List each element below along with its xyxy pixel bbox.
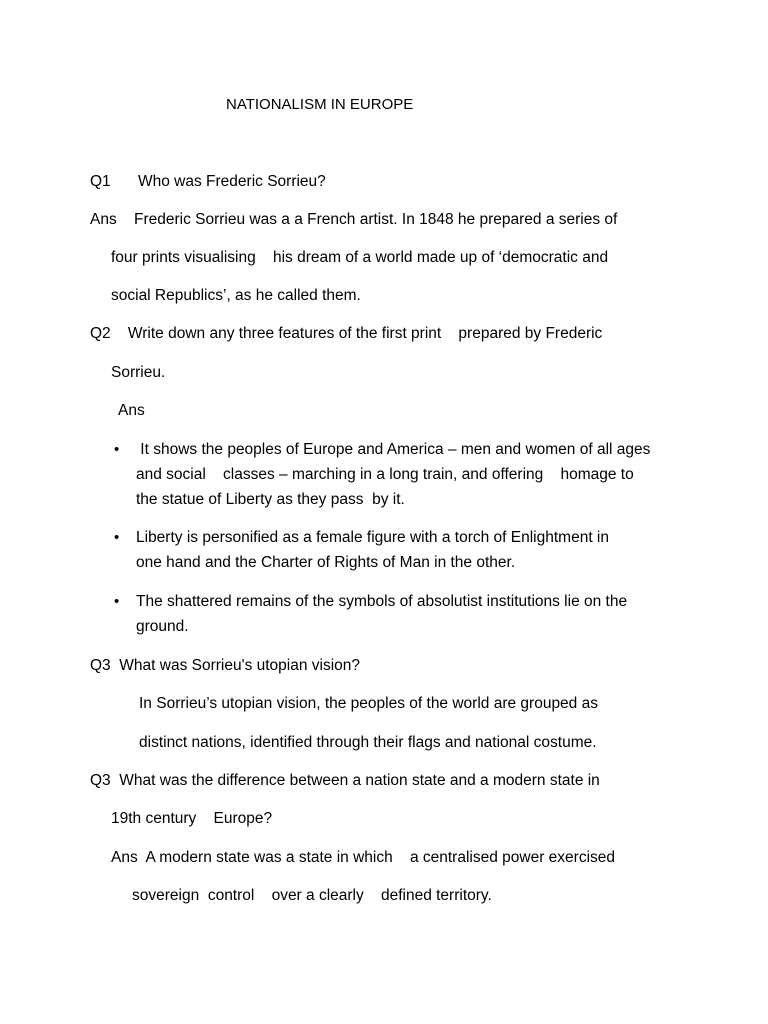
bullet-2-marker: • [114,529,120,546]
q1-label: Q1 [90,173,111,190]
bullet-1-marker: • [114,441,120,458]
q1-answer-line-3: social Republics’, as he called them. [111,287,361,304]
q2-ans-label: Ans [118,402,145,419]
q1-ans-label: Ans [90,211,117,228]
bullet-3-line-2: ground. [136,618,189,635]
bullet-3-marker: • [114,593,120,610]
q3b-question-line-1: Q3 What was the difference between a nation state and a modern state in [90,772,600,789]
q1-question: Who was Frederic Sorrieu? [138,173,326,190]
q3b-answer-line-2: sovereign control over a clearly defined territory. [132,887,492,904]
q2-question-line-2: Sorrieu. [111,364,166,381]
q2-question-line-1: Q2 Write down any three features of the first print prepared by Frederic [90,325,603,342]
q3a-answer-line-1: In Sorrieu’s utopian vision, the peoples of the world are grouped as [139,695,598,712]
bullet-3-line-1: The shattered remains of the symbols of absolutist institutions lie on the [136,593,628,610]
bullet-1-line-1: It shows the peoples of Europe and America – men and women of all ages [136,441,651,458]
bullet-2-line-1: Liberty is personified as a female figure with a torch of Enlightment in [136,529,609,546]
q3b-question-line-2: 19th century Europe? [111,810,273,827]
bullet-1-line-2: and social classes – marching in a long train, and offering homage to [136,466,634,483]
document-title: NATIONALISM IN EUROPE [226,96,414,113]
q3a-answer-line-2: distinct nations, identified through their flags and national costume. [139,734,597,751]
q3a-question: Q3 What was Sorrieu's utopian vision? [90,657,361,674]
q3b-answer-line-1: Ans A modern state was a state in which a centralised power exercised [111,849,616,866]
bullet-1-line-3: the statue of Liberty as they pass by it. [136,491,405,508]
bullet-2-line-2: one hand and the Charter of Rights of Man in the other. [136,554,516,571]
q1-answer-line-2: four prints visualising his dream of a world made up of ‘democratic and [111,249,609,266]
q1-answer-line-1: Frederic Sorrieu was a a French artist. In 1848 he prepared a series of [134,211,618,228]
